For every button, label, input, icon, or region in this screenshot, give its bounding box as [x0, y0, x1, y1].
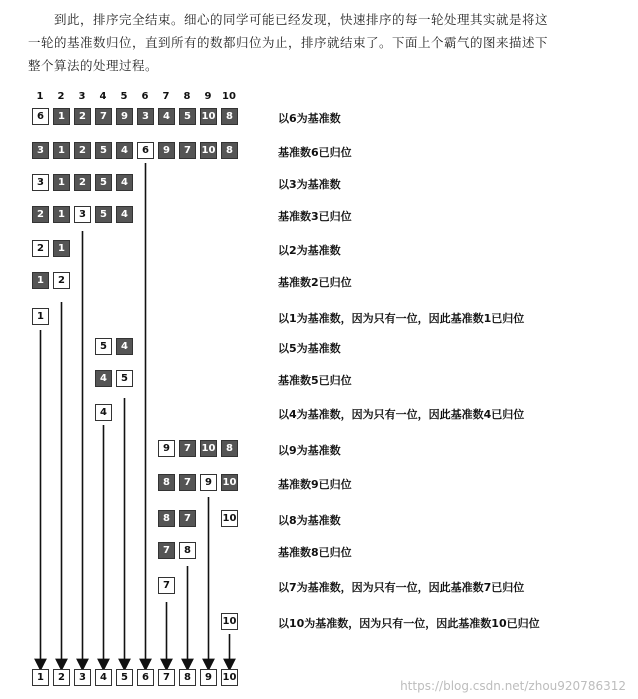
array-cell: 9 [158, 142, 175, 159]
column-number: 2 [57, 91, 65, 102]
step-label: 以3为基准数 [278, 178, 341, 191]
array-cell: 5 [179, 108, 196, 125]
array-cell: 9 [200, 474, 217, 491]
array-cell: 6 [137, 142, 154, 159]
array-cell: 8 [221, 440, 238, 457]
array-cell: 3 [32, 142, 49, 159]
step-label: 以4为基准数，因为只有一位，因此基准数4已归位 [278, 408, 525, 421]
column-number: 5 [120, 91, 128, 102]
array-cell: 5 [95, 338, 112, 355]
array-cell: 8 [221, 142, 238, 159]
watermark: https://blog.csdn.net/zhou920786312 [400, 679, 626, 693]
array-cell: 4 [95, 370, 112, 387]
array-cell: 3 [137, 108, 154, 125]
final-cell: 6 [137, 669, 154, 686]
array-cell: 8 [221, 108, 238, 125]
array-cell: 2 [32, 240, 49, 257]
array-cell: 10 [200, 142, 217, 159]
array-cell: 7 [179, 474, 196, 491]
final-cell: 3 [74, 669, 91, 686]
array-cell: 2 [74, 108, 91, 125]
final-cell: 5 [116, 669, 133, 686]
final-cell: 8 [179, 669, 196, 686]
column-number: 10 [222, 91, 236, 102]
step-label: 基准数6已归位 [278, 146, 352, 159]
array-cell: 4 [158, 108, 175, 125]
array-cell: 4 [116, 142, 133, 159]
intro-line-2: 一轮的基准数归位，直到所有的数都归位为止，排序就结束了。下面上个霸气的图来描述下 [28, 35, 549, 50]
array-cell: 7 [158, 542, 175, 559]
step-label: 以10为基准数，因为只有一位，因此基准数10已归位 [278, 617, 540, 630]
array-cell: 1 [53, 240, 70, 257]
array-cell: 4 [116, 174, 133, 191]
array-cell: 10 [221, 510, 238, 527]
array-cell: 7 [179, 142, 196, 159]
array-cell: 4 [95, 404, 112, 421]
array-cell: 1 [32, 272, 49, 289]
array-cell: 9 [158, 440, 175, 457]
array-cell: 5 [95, 206, 112, 223]
array-cell: 1 [53, 206, 70, 223]
final-cell: 1 [32, 669, 49, 686]
array-cell: 10 [200, 108, 217, 125]
array-cell: 2 [32, 206, 49, 223]
array-cell: 7 [95, 108, 112, 125]
array-cell: 10 [200, 440, 217, 457]
column-number: 1 [36, 91, 44, 102]
intro-line-1: 到此，排序完全结束。细心的同学可能已经发现，快速排序的每一轮处理其实就是将这 [54, 12, 549, 27]
step-label: 基准数9已归位 [278, 478, 352, 491]
array-cell: 2 [74, 142, 91, 159]
array-cell: 5 [116, 370, 133, 387]
array-cell: 6 [32, 108, 49, 125]
step-label: 基准数2已归位 [278, 276, 352, 289]
step-label: 以2为基准数 [278, 244, 341, 257]
array-cell: 4 [116, 338, 133, 355]
step-label: 基准数3已归位 [278, 210, 352, 223]
step-label: 以8为基准数 [278, 514, 341, 527]
array-cell: 9 [116, 108, 133, 125]
array-cell: 3 [74, 206, 91, 223]
array-cell: 8 [158, 510, 175, 527]
array-cell: 7 [179, 510, 196, 527]
array-cell: 1 [53, 142, 70, 159]
step-label: 基准数5已归位 [278, 374, 352, 387]
column-number: 6 [141, 91, 149, 102]
array-cell: 1 [32, 308, 49, 325]
array-cell: 7 [158, 577, 175, 594]
array-cell: 8 [158, 474, 175, 491]
step-label: 以7为基准数，因为只有一位，因此基准数7已归位 [278, 581, 525, 594]
array-cell: 1 [53, 174, 70, 191]
column-number: 4 [99, 91, 107, 102]
array-cell: 5 [95, 142, 112, 159]
step-label: 以9为基准数 [278, 444, 341, 457]
array-cell: 4 [116, 206, 133, 223]
array-cell: 8 [179, 542, 196, 559]
intro-line-3: 整个算法的处理过程。 [28, 58, 159, 73]
array-cell: 3 [32, 174, 49, 191]
column-number: 8 [183, 91, 191, 102]
final-cell: 2 [53, 669, 70, 686]
final-cell: 9 [200, 669, 217, 686]
final-cell: 7 [158, 669, 175, 686]
array-cell: 10 [221, 613, 238, 630]
array-cell: 10 [221, 474, 238, 491]
column-number: 3 [78, 91, 86, 102]
column-number: 7 [162, 91, 170, 102]
array-cell: 2 [53, 272, 70, 289]
step-label: 以1为基准数，因为只有一位，因此基准数1已归位 [278, 312, 525, 325]
array-cell: 1 [53, 108, 70, 125]
array-cell: 7 [179, 440, 196, 457]
step-label: 以5为基准数 [278, 342, 341, 355]
final-cell: 10 [221, 669, 238, 686]
array-cell: 5 [95, 174, 112, 191]
array-cell: 2 [74, 174, 91, 191]
column-number: 9 [204, 91, 212, 102]
step-label: 基准数8已归位 [278, 546, 352, 559]
final-cell: 4 [95, 669, 112, 686]
step-label: 以6为基准数 [278, 112, 341, 125]
